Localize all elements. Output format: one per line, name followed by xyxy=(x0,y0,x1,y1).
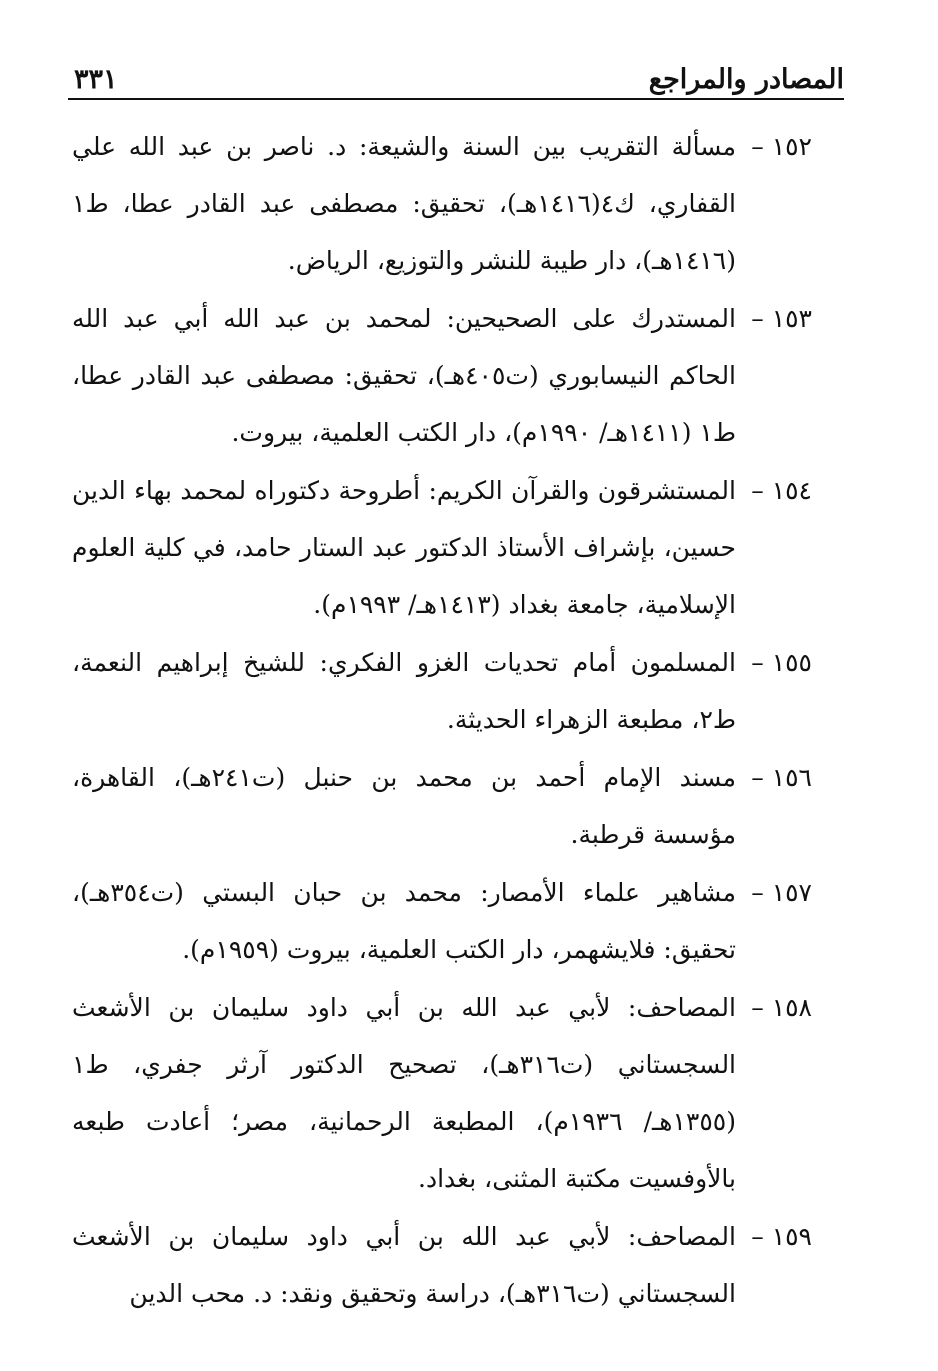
page-header xyxy=(68,60,844,100)
bibliography-list xyxy=(72,118,812,1323)
entry-number: ١٥٣ – xyxy=(751,304,812,333)
entry-text: المسلمون أمام تحديات الغزو الفكري: للشيخ إبراهيم النعمة، ط٢، مطبعة الزهراء الحديثة. xyxy=(72,648,736,734)
entry-number: ١٥٧ – xyxy=(751,878,812,907)
entry-text: مسألة التقريب بين السنة والشيعة: د. ناصر بن عبد الله علي القفاري، ك٤(١٤١٦هـ)، تحقيق: مصطفى عبد القادر عطا، ط١ (١٤١٦هـ)، دار طيبة للنشر والتوزيع، الرياض. xyxy=(72,132,736,275)
entry-number: ١٥٨ – xyxy=(751,993,812,1022)
bibliography-entry xyxy=(72,864,812,978)
entry-number: ١٥٥ – xyxy=(751,648,812,677)
bibliography-entry xyxy=(72,1208,812,1322)
entry-text: المستشرقون والقرآن الكريم: أطروحة دكتوراه لمحمد بهاء الدين حسين، بإشراف الأستاذ الدكتور عبد الستار حامد، في كلية العلوم الإسلامية، جامعة بغداد (١٤١٣هـ/ ١٩٩٣م). xyxy=(72,476,736,619)
entry-number: ١٥٢ – xyxy=(751,132,812,161)
bibliography-entry xyxy=(72,749,812,863)
entry-text: المصاحف: لأبي عبد الله بن أبي داود سليمان بن الأشعث السجستاني (ت٣١٦هـ)، دراسة وتحقيق ونقد: د. محب الدين xyxy=(72,1222,736,1308)
header-rule xyxy=(68,98,844,100)
entry-number: ١٥٦ – xyxy=(751,763,812,792)
bibliography-entry xyxy=(72,118,812,289)
entry-text: المستدرك على الصحيحين: لمحمد بن عبد الله أبي عبد الله الحاكم النيسابوري (ت٤٠٥هـ)، تحقيق: مصطفى عبد القادر عطا، ط١ (١٤١١هـ/ ١٩٩٠م)، دار الكتب العلمية، بيروت. xyxy=(72,304,737,447)
entry-text: المصاحف: لأبي عبد الله بن أبي داود سليمان بن الأشعث السجستاني (ت٣١٦هـ)، تصحيح الدكتور آرثر جفري، ط١ (١٣٥٥هـ/ ١٩٣٦م)، المطبعة الرحمانية، مصر؛ أعادت طبعه بالأوفسيت مكتبة المثنى، بغداد. xyxy=(72,993,737,1193)
entry-number: ١٥٩ – xyxy=(751,1222,812,1251)
bibliography-entry xyxy=(72,634,812,748)
entry-text: مسند الإمام أحمد بن محمد بن حنبل (ت٢٤١هـ)، القاهرة، مؤسسة قرطبة. xyxy=(72,763,737,849)
entry-number: ١٥٤ – xyxy=(751,476,812,505)
bibliography-entry xyxy=(72,290,812,461)
bibliography-entry xyxy=(72,462,812,633)
entry-text: مشاهير علماء الأمصار: محمد بن حبان البستي (ت٣٥٤هـ)، تحقيق: فلايشهمر، دار الكتب العلمية، بيروت (١٩٥٩م). xyxy=(72,878,736,964)
section-title: المصادر والمراجع xyxy=(648,64,844,95)
page-number: ٣٣١ xyxy=(74,64,118,95)
bibliography-entry xyxy=(72,979,812,1207)
